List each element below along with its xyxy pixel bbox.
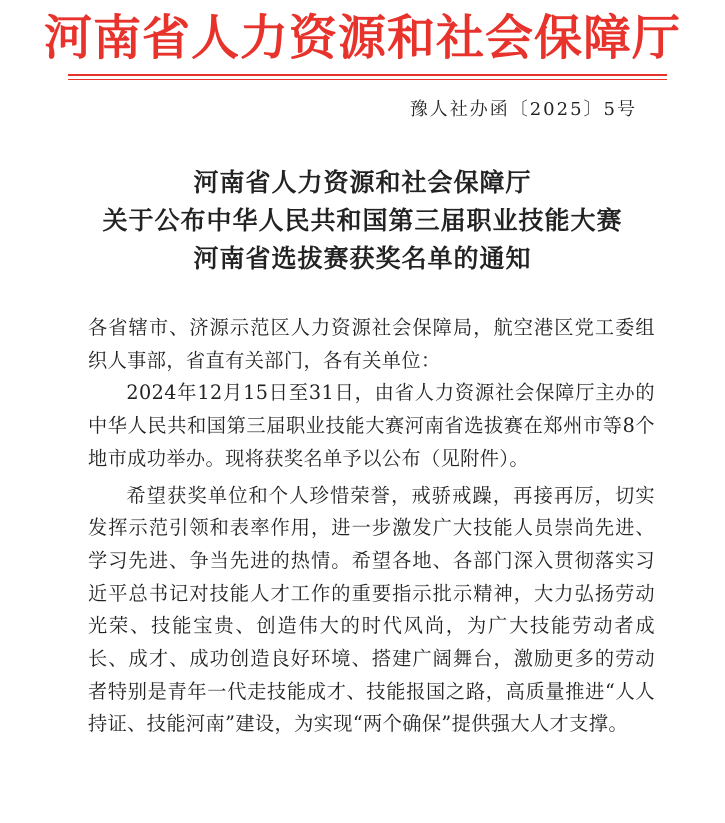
body-paragraph-2: 希望获奖单位和个人珍惜荣誉，戒骄戒躁，再接再厉，切实发挥示范引领和表率作用，进一步激发广大技能人员崇尚先进、学习先进、争当先进的热情。希望各地、各部门深入贯彻落实习近平总书记对技能人才工作的重要指示批示精神，大力弘扬劳动光荣、技能宝贵、创造伟大的时代风尚，为广大技能劳动者成长、成才、成功创造良好环境、搭建广阔舞台，激励更多的劳动者特别是青年一代走技能成才、技能报国之路，高质量推进“人人持证、技能河南”建设，为实现“两个确保”提供强大人才支撑。 [88,483,655,736]
document-title-line-2: 关于公布中华人民共和国第三届职业技能大赛 [102,206,623,235]
letterhead-rule-thin [68,79,667,80]
body-paragraph-1: 2024年12月15日至31日，由省人力资源社会保障厅主办的中华人民共和国第三届职业技能大赛河南省选拔赛在郑州市等8个地市成功举办。现将获奖名单予以公布（见附件）。 [88,381,655,470]
document-title-line-3: 河南省选拔赛获奖名单的通知 [193,244,532,273]
letterhead-title: 河南省人力资源和社会保障厅 [43,10,681,66]
document-title [0,164,725,278]
salutation: 各省辖市、济源示范区人力资源社会保障局，航空港区党工委组织人事部，省直有关部门，各有关单位： [88,316,655,372]
document-number: 豫人社办函〔2025〕5号 [409,99,637,120]
letterhead [0,0,725,90]
document-title-line-1: 河南省人力资源和社会保障厅 [193,168,532,197]
document-body [88,312,655,741]
letterhead-rule [68,74,667,76]
